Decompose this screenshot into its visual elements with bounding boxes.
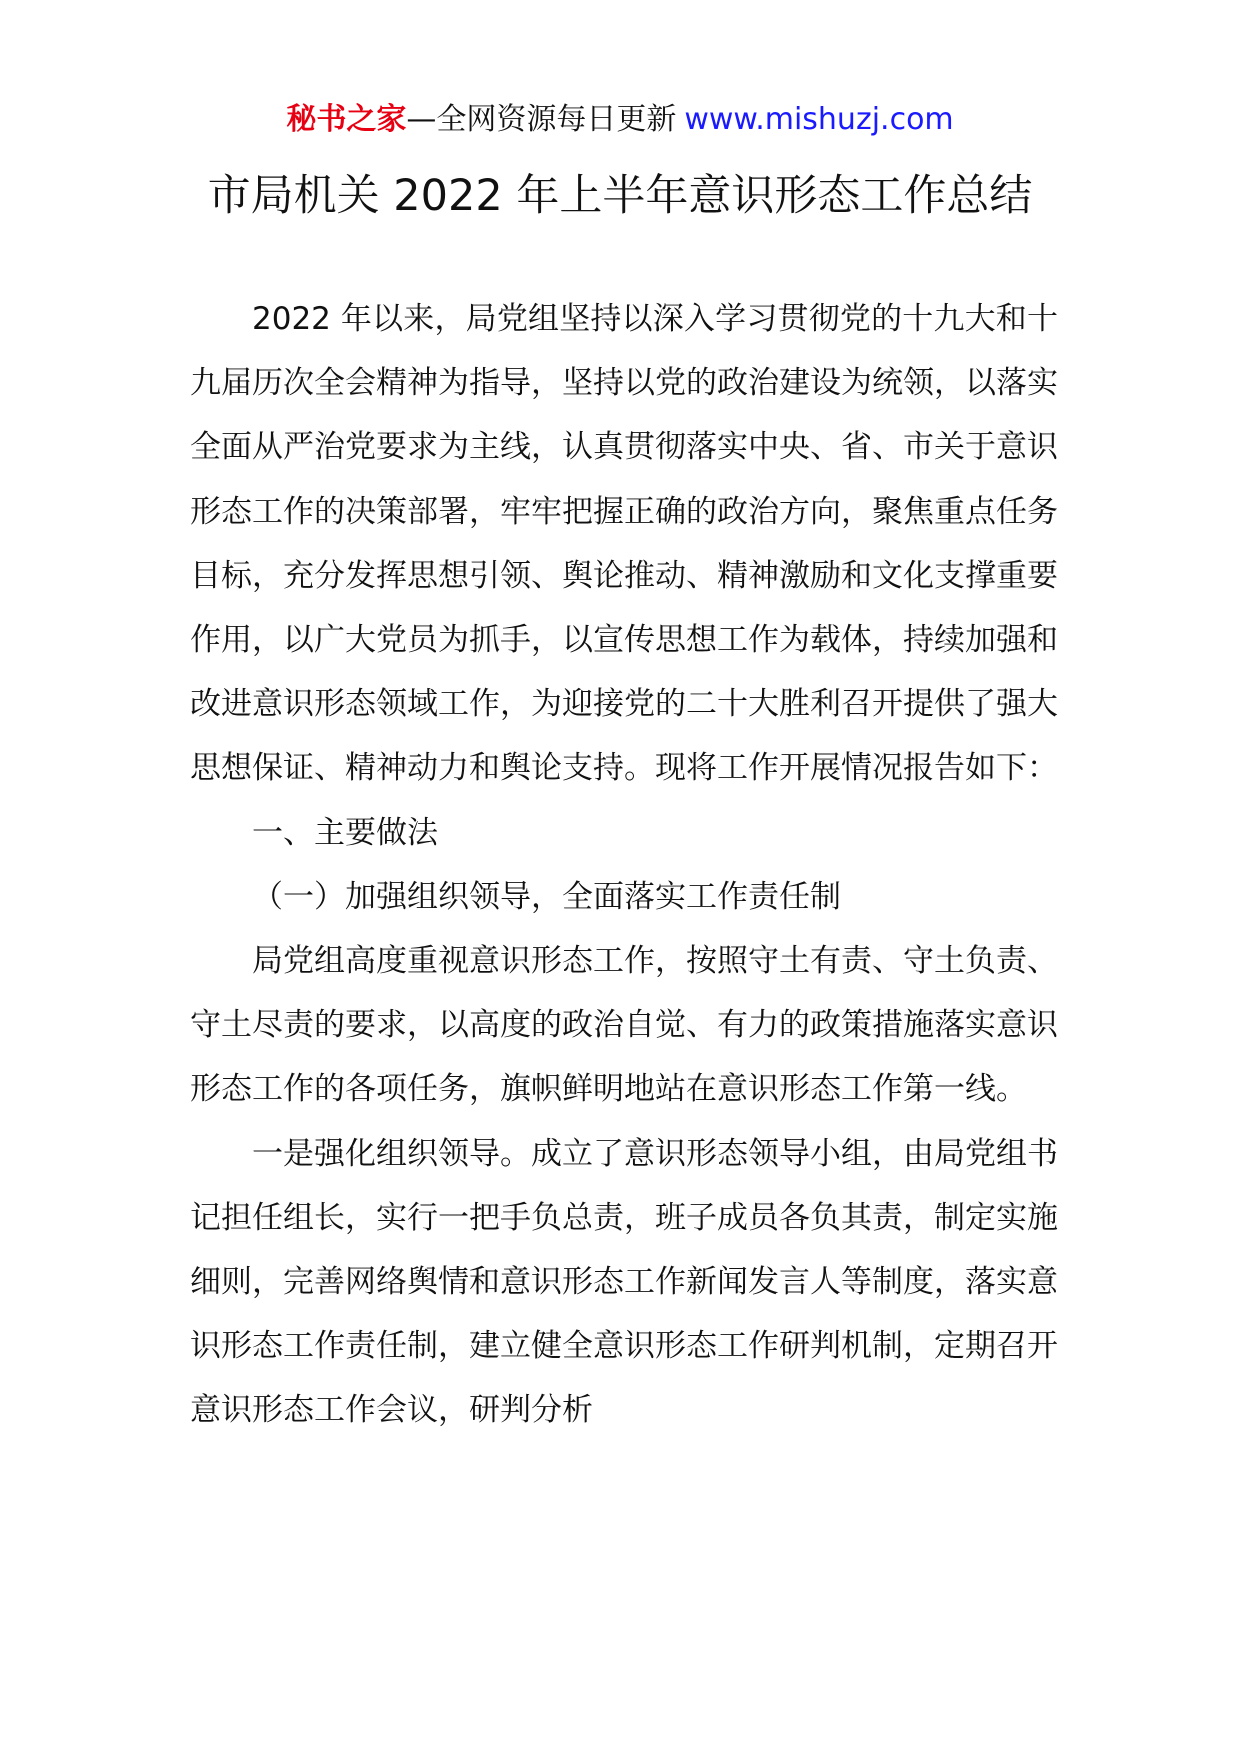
- intro-paragraph: 2022 年以来，局党组坚持以深入学习贯彻党的十九大和十九届历次全会精神为指导，坚持以党的政治建设为统领，以落实全面从严治党要求为主线，认真贯彻落实中央、省、市关于意识形态工作的决策部署，牢牢把握正确的政治方向，聚焦重点任务目标，充分发挥思想引领、舆论推动、精神激励和文化支撑重要作用，以广大党员为抓手，以宣传思想工作为载体，持续加强和改进意识形态领域工作，为迎接党的二十大胜利召开提供了强大思想保证、精神动力和舆论支持。现将工作开展情况报告如下：: [190, 301, 1058, 787]
- site-header: [0, 100, 1240, 140]
- site-slogan: —全网资源每日更新: [406, 102, 677, 137]
- document-title: 市局机关 2022 年上半年意识形态工作总结: [207, 171, 1033, 221]
- site-url-link[interactable]: www.mishuzj.com: [684, 102, 954, 137]
- brand-name: 秘书之家: [286, 102, 407, 137]
- subsection-heading: （一）加强组织领导，全面落实工作责任制: [252, 878, 841, 915]
- body-paragraph: 一是强化组织领导。成立了意识形态领导小组，由局党组书记担任组长，实行一把手负总责，班子成员各负其责，制定实施细则，完善网络舆情和意识形态工作新闻发言人等制度，落实意识形态工作责任制，建立健全意识形态工作研判机制，定期召开意识形态工作会议，研判分析: [190, 1135, 1058, 1429]
- section-heading: 一、主要做法: [252, 814, 438, 851]
- body-paragraph: 局党组高度重视意识形态工作，按照守土有责、守土负责、守土尽责的要求，以高度的政治自觉、有力的政策措施落实意识形态工作的各项任务，旗帜鲜明地站在意识形态工作第一线。: [190, 943, 1058, 1108]
- document-body: [190, 287, 1058, 1443]
